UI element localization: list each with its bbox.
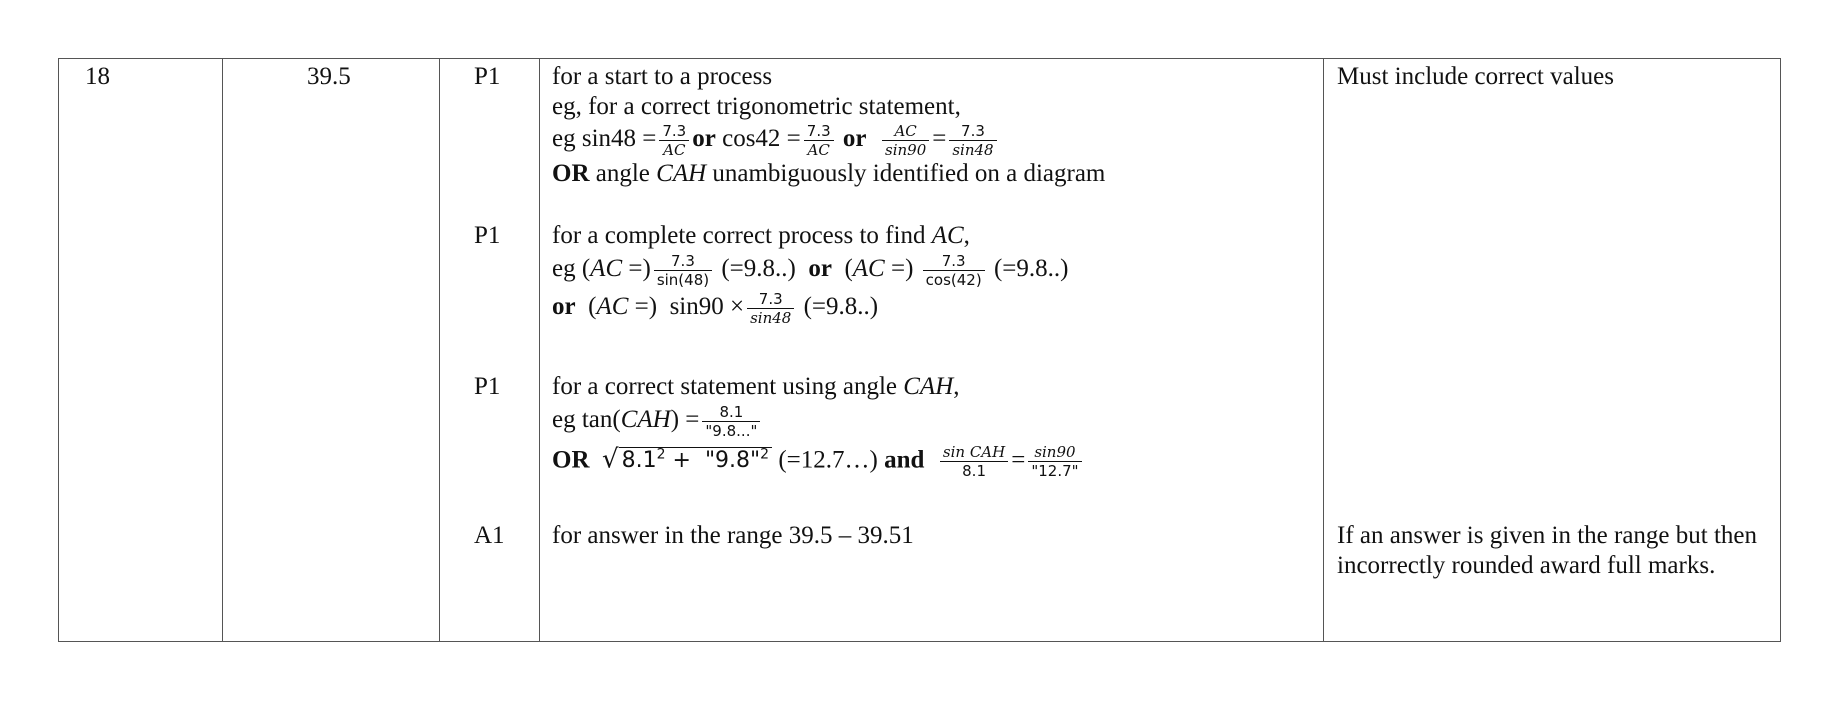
- mark-code: P1: [474, 373, 501, 400]
- fraction: $\frac{AC}{\sin 90}$: [882, 122, 929, 159]
- column-divider: [1323, 59, 1324, 641]
- fraction: $\frac{7.3}{\cos(42)}$: [923, 252, 985, 289]
- mark-line: eg, for a correct trigonometric statement,: [552, 92, 961, 120]
- column-divider: [539, 59, 540, 641]
- mark-notes: [552, 62, 1105, 189]
- mark-code: P1: [474, 222, 501, 249]
- mark-line: eg tan(CAH) = $\frac{8.1}{"9.8..."}$: [552, 403, 1085, 440]
- mark-line: OR √ $8.1^2$ + "9.8"$^2$ (=12.7…) and $\frac{\text{sin CAH}}{8.1}$ = $\frac{\sin 90}{"12.7"}$: [552, 441, 1085, 480]
- mark-line: eg sin48 = $\frac{7.3}{AC}$ or cos42 = $\frac{7.3}{AC}$ or $\frac{AC}{\sin 90}$ = $\frac{7.3}{\sin 48}$: [552, 122, 1105, 159]
- mark-line: for answer in the range 39.5 – 39.51: [552, 522, 914, 549]
- column-divider: [439, 59, 440, 641]
- mark-notes: [552, 372, 1085, 480]
- fraction: $\frac{\text{sin CAH}}{8.1}$: [940, 443, 1008, 480]
- mark-notes: [552, 221, 1068, 327]
- fraction: $\frac{7.3}{\sin 48}$: [747, 290, 794, 327]
- remarks-note: Must include correct values: [1337, 63, 1614, 90]
- mark-code: P1: [474, 63, 501, 90]
- fraction: $\frac{7.3}{AC}$: [659, 122, 689, 159]
- fraction: $\frac{7.3}{AC}$: [804, 122, 834, 159]
- mark-line: for a start to a process: [552, 63, 773, 90]
- answer-value: 39.5: [307, 63, 351, 90]
- mark-code: A1: [474, 522, 505, 549]
- fraction: $\frac{8.1}{"9.8..."}$: [702, 403, 760, 440]
- mark-line: eg (AC =) $\frac{7.3}{\sin(48)}$ (=9.8..) or (AC =) $\frac{7.3}{\cos(42)}$ (=9.8..): [552, 251, 1069, 289]
- column-divider: [222, 59, 223, 641]
- fraction: $\frac{\sin 90}{"12.7"}$: [1028, 443, 1081, 480]
- remarks-note: If an answer is given in the range but then incorrectly rounded award full marks.: [1337, 522, 1758, 579]
- mark-line: OR angle CAH unambiguously identified on a diagram: [552, 160, 1106, 187]
- fraction: $\frac{7.3}{\sin 48}$: [949, 122, 996, 159]
- fraction: $\frac{7.3}{\sin(48)}$: [654, 252, 712, 289]
- mark-scheme-table: [58, 58, 1781, 642]
- mark-line: for a correct statement using angle CAH,: [552, 373, 960, 400]
- mark-line: or (AC =) sin90 × $\frac{7.3}{\sin 48}$ (=9.8..): [552, 289, 879, 327]
- mark-line: for a complete correct process to find AC,: [552, 222, 970, 249]
- question-number: 18: [85, 63, 110, 90]
- square-root: √ $8.1^2$ + "9.8"$^2$: [602, 441, 772, 476]
